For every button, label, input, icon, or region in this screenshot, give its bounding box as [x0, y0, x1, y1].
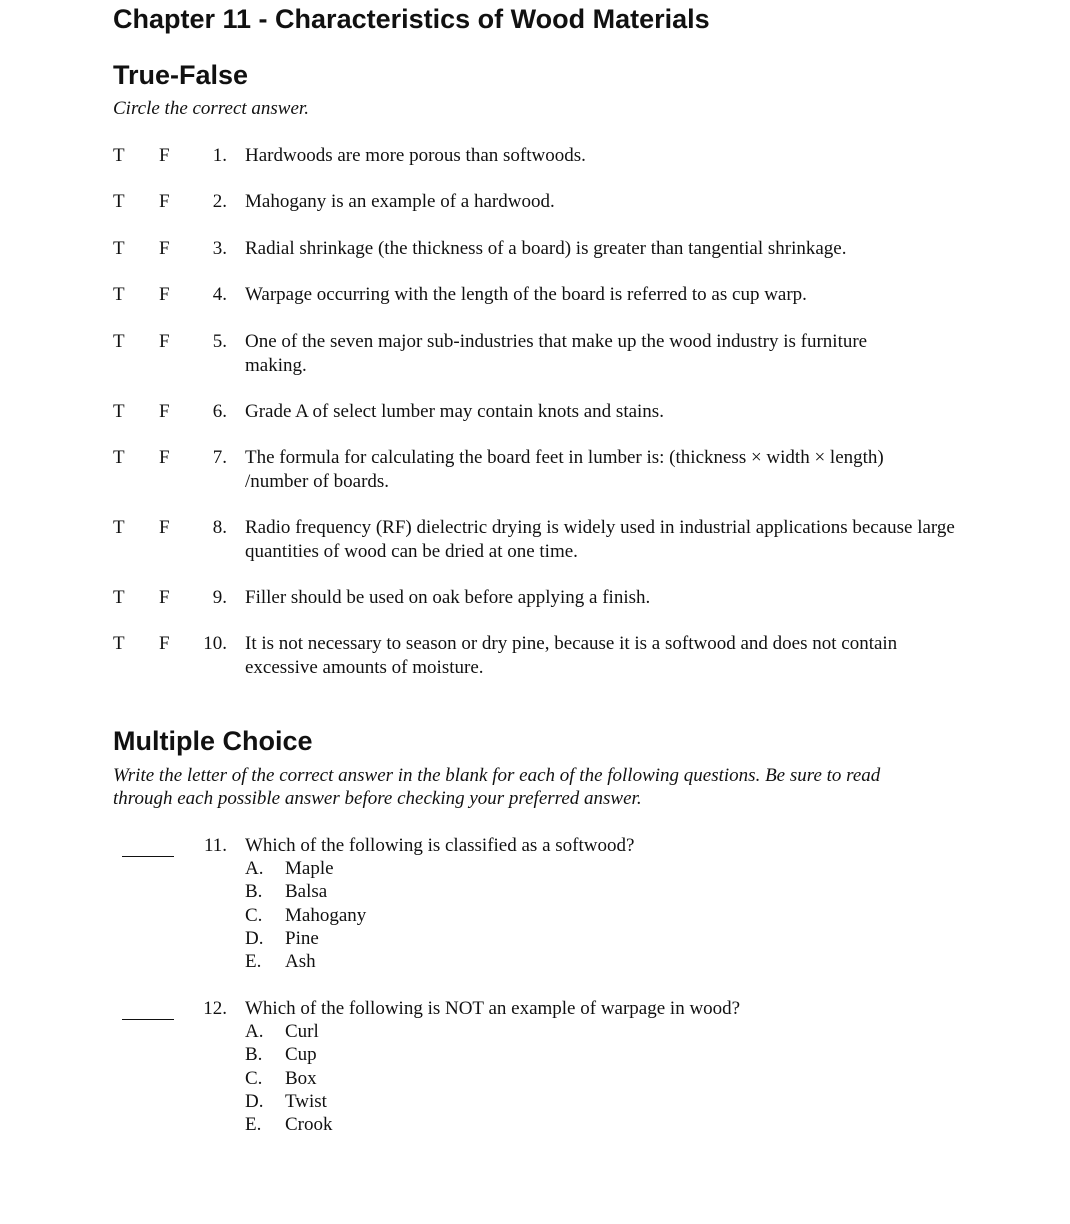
question-number: 8.	[212, 517, 227, 538]
option-text: Mahogany	[285, 904, 367, 926]
question-number: 5.	[212, 331, 227, 352]
question-text: Hardwoods are more porous than softwoods.	[245, 145, 586, 166]
question-text: Warpage occurring with the length of the board is referred to as cup warp.	[245, 284, 807, 305]
option-letter: B.	[245, 1044, 263, 1066]
option-letter: D.	[245, 927, 264, 949]
multiple-choice-heading: Multiple Choice	[113, 726, 313, 756]
option-text: Crook	[285, 1113, 333, 1135]
true-option[interactable]: T	[113, 447, 125, 468]
true-option[interactable]: T	[113, 238, 125, 259]
question-number: 9.	[212, 587, 227, 608]
question-text: Radio frequency (RF) dielectric drying is widely used in industrial applications because large quantities of wood can be dried at one time.	[245, 517, 955, 562]
true-option[interactable]: T	[113, 284, 125, 305]
false-option[interactable]: F	[159, 145, 170, 166]
option-letter: D.	[245, 1090, 264, 1112]
option-text: Pine	[285, 927, 319, 949]
question-number: 2.	[212, 191, 227, 212]
option-text: Ash	[285, 950, 316, 972]
false-option[interactable]: F	[159, 633, 170, 654]
option-letter: A.	[245, 1021, 264, 1043]
true-option[interactable]: T	[113, 401, 125, 422]
true-false-instruction: Circle the correct answer.	[113, 98, 309, 119]
false-option[interactable]: F	[159, 331, 170, 352]
option-text: Twist	[285, 1090, 327, 1112]
option-letter: E.	[245, 950, 262, 972]
question-number: 12.	[203, 998, 227, 1019]
question-number: 4.	[212, 284, 227, 305]
question-text: Radial shrinkage (the thickness of a board) is greater than tangential shrinkage.	[245, 238, 847, 259]
option-text: Balsa	[285, 881, 328, 903]
option-letter: C.	[245, 904, 263, 926]
option-text: Maple	[285, 858, 334, 880]
true-option[interactable]: T	[113, 145, 125, 166]
false-option[interactable]: F	[159, 447, 170, 468]
question-number: 1.	[212, 145, 227, 166]
false-option[interactable]: F	[159, 517, 170, 538]
question-text: Which of the following is NOT an example of warpage in wood?	[245, 998, 741, 1019]
question-text: Mahogany is an example of a hardwood.	[245, 191, 555, 212]
true-false-heading: True-False	[113, 60, 249, 90]
question-number: 10.	[203, 633, 227, 654]
true-option[interactable]: T	[113, 633, 125, 654]
question-text: Which of the following is classified as a softwood?	[245, 835, 635, 856]
multiple-choice-instruction: Write the letter of the correct answer in the blank for each of the following questions. Be sure to read through each possible answer before checking your preferred answer.	[113, 765, 881, 809]
question-number: 6.	[212, 401, 227, 422]
question-text: Filler should be used on oak before applying a finish.	[245, 587, 651, 608]
true-option[interactable]: T	[113, 587, 125, 608]
true-option[interactable]: T	[113, 517, 125, 538]
option-text: Box	[285, 1067, 317, 1089]
option-letter: E.	[245, 1113, 262, 1135]
false-option[interactable]: F	[159, 191, 170, 212]
chapter-title: Chapter 11 - Characteristics of Wood Materials	[113, 4, 710, 34]
answer-blank[interactable]	[122, 834, 174, 857]
option-letter: C.	[245, 1067, 263, 1089]
false-option[interactable]: F	[159, 587, 170, 608]
true-option[interactable]: T	[113, 331, 125, 352]
question-number: 11.	[203, 835, 227, 856]
option-letter: A.	[245, 858, 264, 880]
question-number: 7.	[212, 447, 227, 468]
question-text: It is not necessary to season or dry pine, because it is a softwood and does not contain excessive amounts of moisture.	[245, 633, 898, 678]
false-option[interactable]: F	[159, 284, 170, 305]
option-letter: B.	[245, 881, 263, 903]
answer-blank[interactable]	[122, 997, 174, 1020]
true-option[interactable]: T	[113, 191, 125, 212]
false-option[interactable]: F	[159, 238, 170, 259]
question-text: The formula for calculating the board feet in lumber is: (thickness × width × length) /number of boards.	[245, 447, 884, 492]
question-text: One of the seven major sub-industries that make up the wood industry is furniture making.	[245, 331, 868, 376]
question-number: 3.	[212, 238, 227, 259]
question-text: Grade A of select lumber may contain knots and stains.	[245, 401, 664, 422]
option-text: Cup	[285, 1044, 317, 1066]
option-text: Curl	[285, 1021, 319, 1043]
false-option[interactable]: F	[159, 401, 170, 422]
